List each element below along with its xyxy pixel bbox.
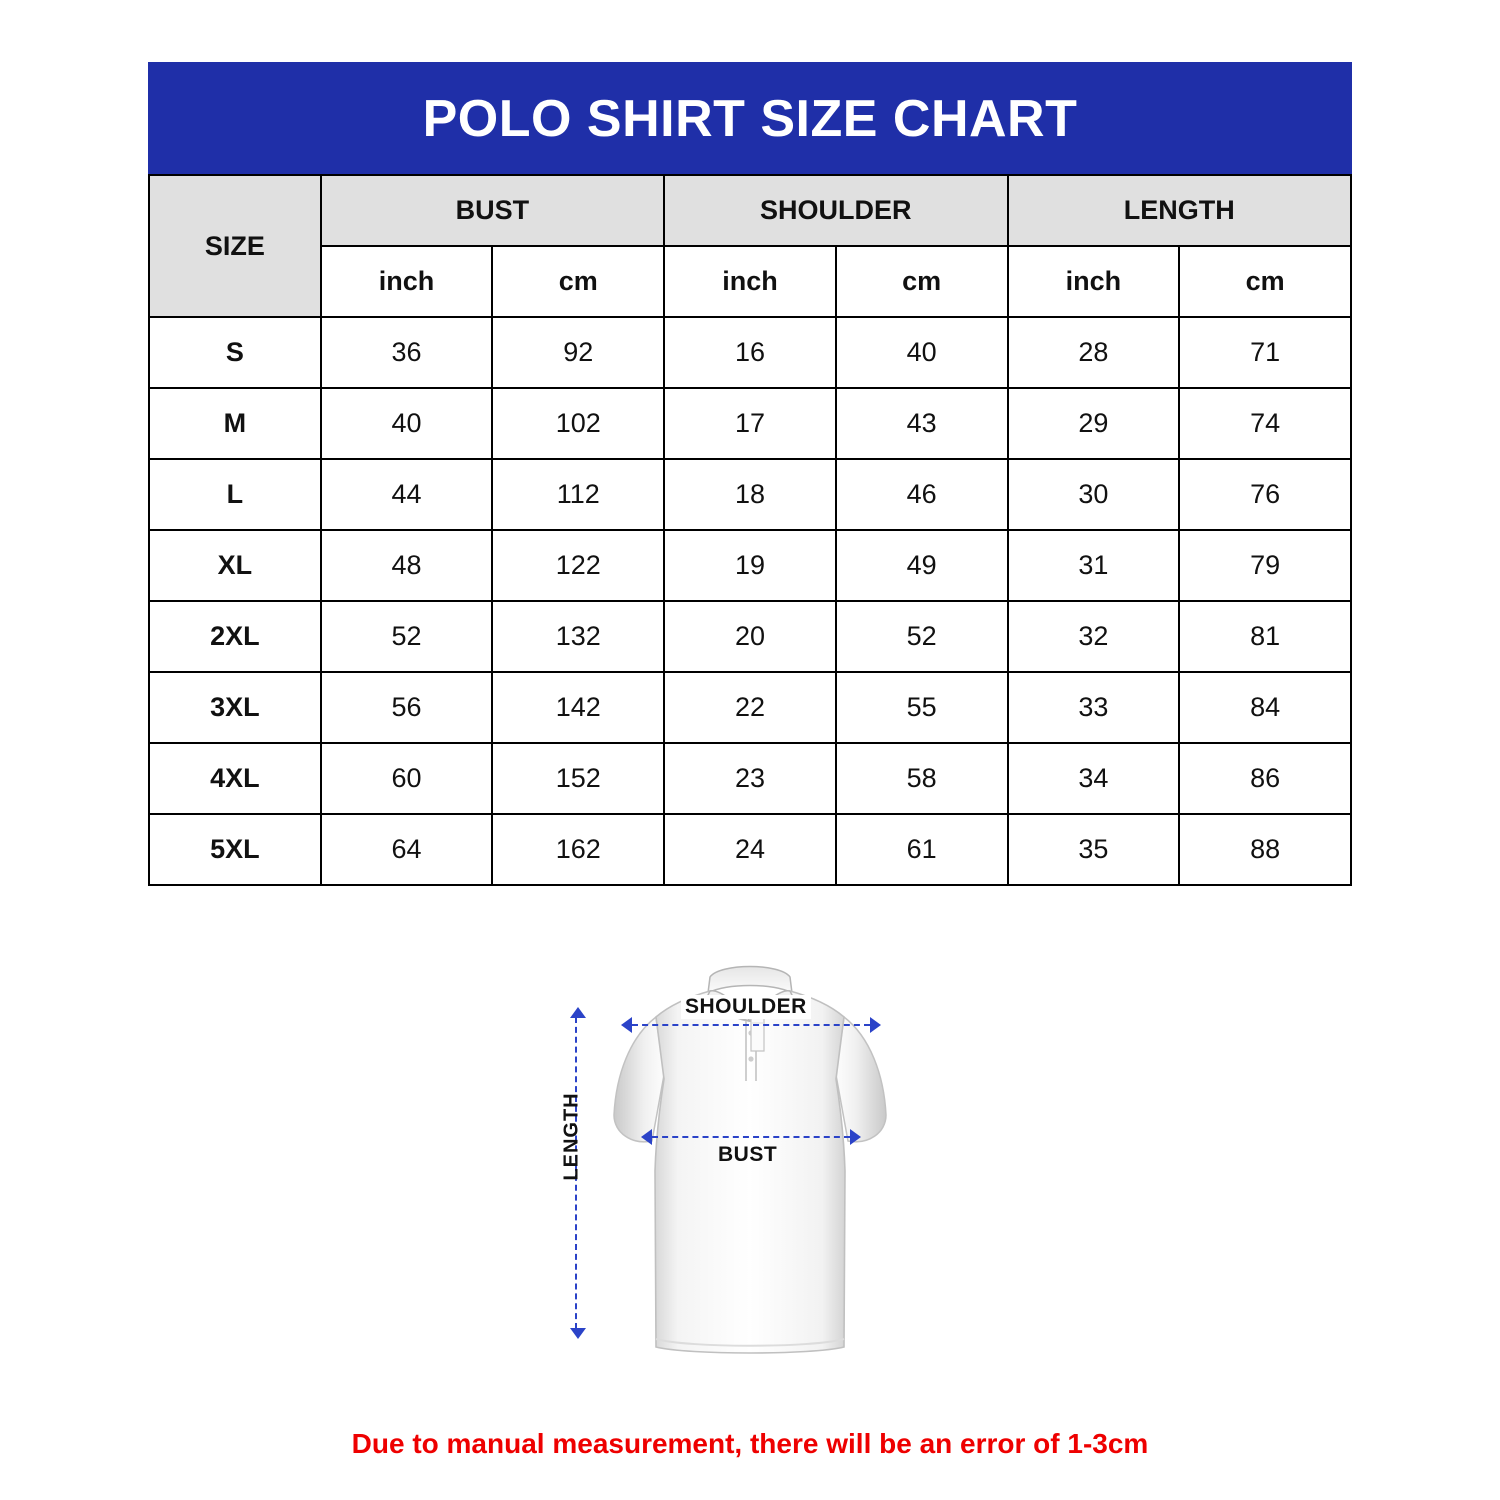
cell-length-cm: 84 [1179,672,1351,743]
cell-length-cm: 76 [1179,459,1351,530]
cell-size: L [149,459,321,530]
cell-bust-cm: 142 [492,672,664,743]
unit-bust-cm: cm [492,246,664,317]
cell-shoulder-cm: 52 [836,601,1008,672]
cell-shoulder-inch: 23 [664,743,836,814]
bust-measure-arrow [652,1136,850,1138]
cell-bust-cm: 102 [492,388,664,459]
cell-shoulder-inch: 19 [664,530,836,601]
length-label: LENGTH [560,1092,583,1181]
measurement-note: Due to manual measurement, there will be an error of 1-3cm [351,1428,1149,1459]
cell-length-inch: 33 [1008,672,1180,743]
cell-bust-cm: 112 [492,459,664,530]
table-row [149,814,1351,885]
cell-bust-cm: 132 [492,601,664,672]
cell-length-cm: 79 [1179,530,1351,601]
size-table [148,174,1352,886]
cell-bust-inch: 56 [321,672,493,743]
chart-title: POLO SHIRT SIZE CHART [148,62,1352,174]
table-unit-row [149,246,1351,317]
cell-shoulder-inch: 20 [664,601,836,672]
cell-bust-inch: 40 [321,388,493,459]
cell-length-inch: 31 [1008,530,1180,601]
cell-bust-inch: 64 [321,814,493,885]
header-size: SIZE [149,175,321,317]
cell-length-cm: 86 [1179,743,1351,814]
unit-bust-inch: inch [321,246,493,317]
size-chart-table-container [148,62,1352,886]
table-row [149,743,1351,814]
cell-length-inch: 30 [1008,459,1180,530]
header-shoulder: SHOULDER [664,175,1007,246]
cell-shoulder-cm: 40 [836,317,1008,388]
cell-bust-inch: 36 [321,317,493,388]
table-row [149,601,1351,672]
unit-length-inch: inch [1008,246,1180,317]
cell-size: S [149,317,321,388]
header-length: LENGTH [1008,175,1351,246]
cell-length-cm: 88 [1179,814,1351,885]
cell-length-inch: 34 [1008,743,1180,814]
cell-length-inch: 29 [1008,388,1180,459]
table-header-row [149,175,1351,246]
cell-shoulder-cm: 46 [836,459,1008,530]
cell-bust-cm: 162 [492,814,664,885]
cell-length-inch: 35 [1008,814,1180,885]
table-row [149,317,1351,388]
cell-size: XL [149,530,321,601]
cell-shoulder-cm: 43 [836,388,1008,459]
shoulder-label: SHOULDER [681,995,811,1019]
cell-bust-cm: 92 [492,317,664,388]
cell-length-cm: 71 [1179,317,1351,388]
unit-shoulder-cm: cm [836,246,1008,317]
cell-shoulder-cm: 49 [836,530,1008,601]
unit-shoulder-inch: inch [664,246,836,317]
measurement-diagram [0,945,1500,1415]
table-row [149,388,1351,459]
shoulder-measure-arrow [632,1024,870,1026]
unit-length-cm: cm [1179,246,1351,317]
cell-shoulder-cm: 58 [836,743,1008,814]
header-bust: BUST [321,175,664,246]
bust-label: BUST [718,1143,778,1166]
cell-bust-cm: 152 [492,743,664,814]
table-row [149,672,1351,743]
cell-size: M [149,388,321,459]
table-row [149,530,1351,601]
cell-bust-inch: 44 [321,459,493,530]
cell-shoulder-cm: 61 [836,814,1008,885]
cell-bust-inch: 52 [321,601,493,672]
cell-shoulder-inch: 16 [664,317,836,388]
cell-shoulder-inch: 17 [664,388,836,459]
cell-size: 5XL [149,814,321,885]
cell-bust-inch: 60 [321,743,493,814]
cell-size: 2XL [149,601,321,672]
cell-bust-inch: 48 [321,530,493,601]
cell-length-inch: 28 [1008,317,1180,388]
cell-length-cm: 81 [1179,601,1351,672]
cell-size: 3XL [149,672,321,743]
cell-shoulder-inch: 22 [664,672,836,743]
cell-size: 4XL [149,743,321,814]
cell-shoulder-inch: 18 [664,459,836,530]
cell-length-inch: 32 [1008,601,1180,672]
cell-shoulder-cm: 55 [836,672,1008,743]
cell-bust-cm: 122 [492,530,664,601]
cell-shoulder-inch: 24 [664,814,836,885]
table-row [149,459,1351,530]
cell-length-cm: 74 [1179,388,1351,459]
